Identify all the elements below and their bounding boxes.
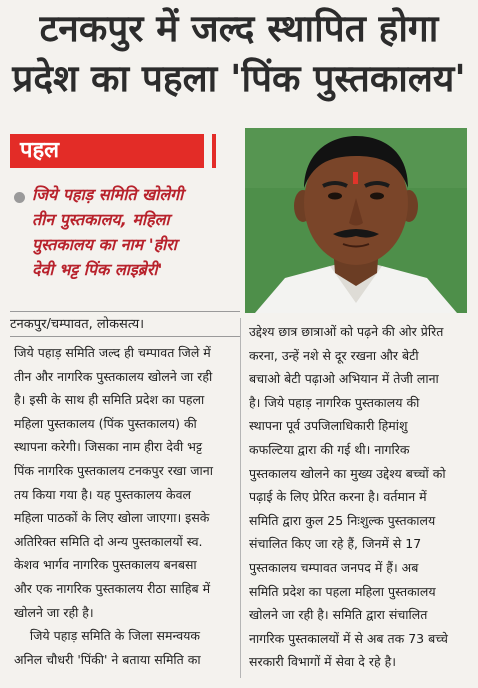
portrait-photo xyxy=(245,128,467,313)
tag-end-bar xyxy=(212,134,216,168)
subhead-line: जिये पहाड़ समिति खोलेगी xyxy=(32,185,184,204)
text-line: स्थापना करेगी। जिसका नाम हीरा देवी भट्ट xyxy=(14,439,203,455)
section-tag: पहल xyxy=(10,134,210,168)
dateline: टनकपुर/चम्पावत, लोकसत्य। xyxy=(10,317,145,332)
text-line: नागरिक पुस्तकालयों में से अब तक 73 बच्चे xyxy=(249,630,448,646)
text-line: उद्देश्य छात्र छात्राओं को पढ़ने की ओर प्रेरित xyxy=(249,324,444,339)
text-line: महिला पुस्तकालय (पिंक पुस्तकालय) की xyxy=(14,415,197,431)
bullet-icon xyxy=(14,192,25,203)
article-column-right xyxy=(249,320,469,674)
article-column-left xyxy=(14,341,234,671)
text-line: खोलने जा रही है। xyxy=(14,604,94,620)
text-line: समिति प्रदेश का पहला महिला पुस्तकालय xyxy=(249,583,436,599)
headline xyxy=(0,4,478,104)
dateline-rule-top xyxy=(10,311,240,312)
text-line: खोलने जा रही है। समिति द्वारा संचालित xyxy=(249,607,428,623)
text-line: पुस्तकालय खोलने का मुख्य उद्देश्य बच्चों को xyxy=(249,465,446,481)
text-line: समिति द्वारा कुल 25 निःशुल्क पुस्तकालय xyxy=(249,512,436,528)
text-line: पढ़ाई के लिए प्रेरित करना है। वर्तमान में xyxy=(249,489,427,505)
headline-line-2: प्रदेश का पहला 'पिंक पुस्तकालय' xyxy=(12,57,466,100)
subhead-line: देवी भट्ट पिंक लाइब्रेरी' xyxy=(32,260,163,279)
text-line: अनिल चौधरी 'पिंकी' ने बताया समिति का xyxy=(14,651,201,667)
text-line: तीन और नागरिक पुस्तकालय खोलने जा रही xyxy=(14,368,213,384)
text-line: तय किया गया है। यह पुस्तकालय केवल xyxy=(14,486,192,502)
text-line: कफल्टिया द्वारा की गई थी। नागरिक xyxy=(249,441,410,457)
text-line: स्थापना पूर्व उपजिलाधिकारी हिमांशु xyxy=(249,418,408,434)
tag-gap xyxy=(204,134,212,168)
text-line: जिये पहाड़ समिति जल्द ही चम्पावत जिले में xyxy=(14,345,211,360)
text-line: और एक नागरिक पुस्तकालय रीठा साहिब में xyxy=(14,580,211,596)
subheadline xyxy=(32,182,242,282)
text-line: अतिरिक्त समिति दो अन्य पुस्तकालयों स्व. xyxy=(14,533,203,549)
text-line: पिंक नागरिक पुस्तकालय टनकपुर रखा जाना xyxy=(14,462,213,478)
headline-line-1: टनकपुर में जल्द स्थापित होगा xyxy=(39,7,439,50)
text-line: बचाओ बेटी पढ़ाओ अभियान में तेजी लाना xyxy=(249,371,439,387)
portrait-image xyxy=(245,128,467,313)
text-line: संचालित किए जा रहे हैं, जिनमें से 17 xyxy=(249,536,422,552)
subhead-line: तीन पुस्तकालय, महिला xyxy=(32,210,170,229)
text-line: सरकारी विभागों में सेवा दे रहे है। xyxy=(249,654,396,670)
text-line: है। इसी के साथ ही समिति प्रदेश का पहला xyxy=(14,392,205,408)
text-line: केशव भार्गव नागरिक पुस्तकालय बनबसा xyxy=(14,557,197,573)
subhead-line: पुस्तकालय का नाम 'हीरा xyxy=(32,235,177,254)
text-line: पुस्तकालय चम्पावत जनपद में हैं। अब xyxy=(249,559,419,575)
text-line: है। जिये पहाड़ नागरिक पुस्तकालय की xyxy=(249,394,420,410)
column-divider xyxy=(240,318,241,678)
text-line: करना, उन्हें नशे से दूर रखना और बेटी xyxy=(249,347,419,363)
text-line: जिये पहाड़ समिति के जिला समन्वयक xyxy=(14,628,200,644)
text-line: महिला पाठकों के लिए खोला जाएगा। इसके xyxy=(14,510,210,526)
dateline-rule-bottom xyxy=(10,336,240,337)
